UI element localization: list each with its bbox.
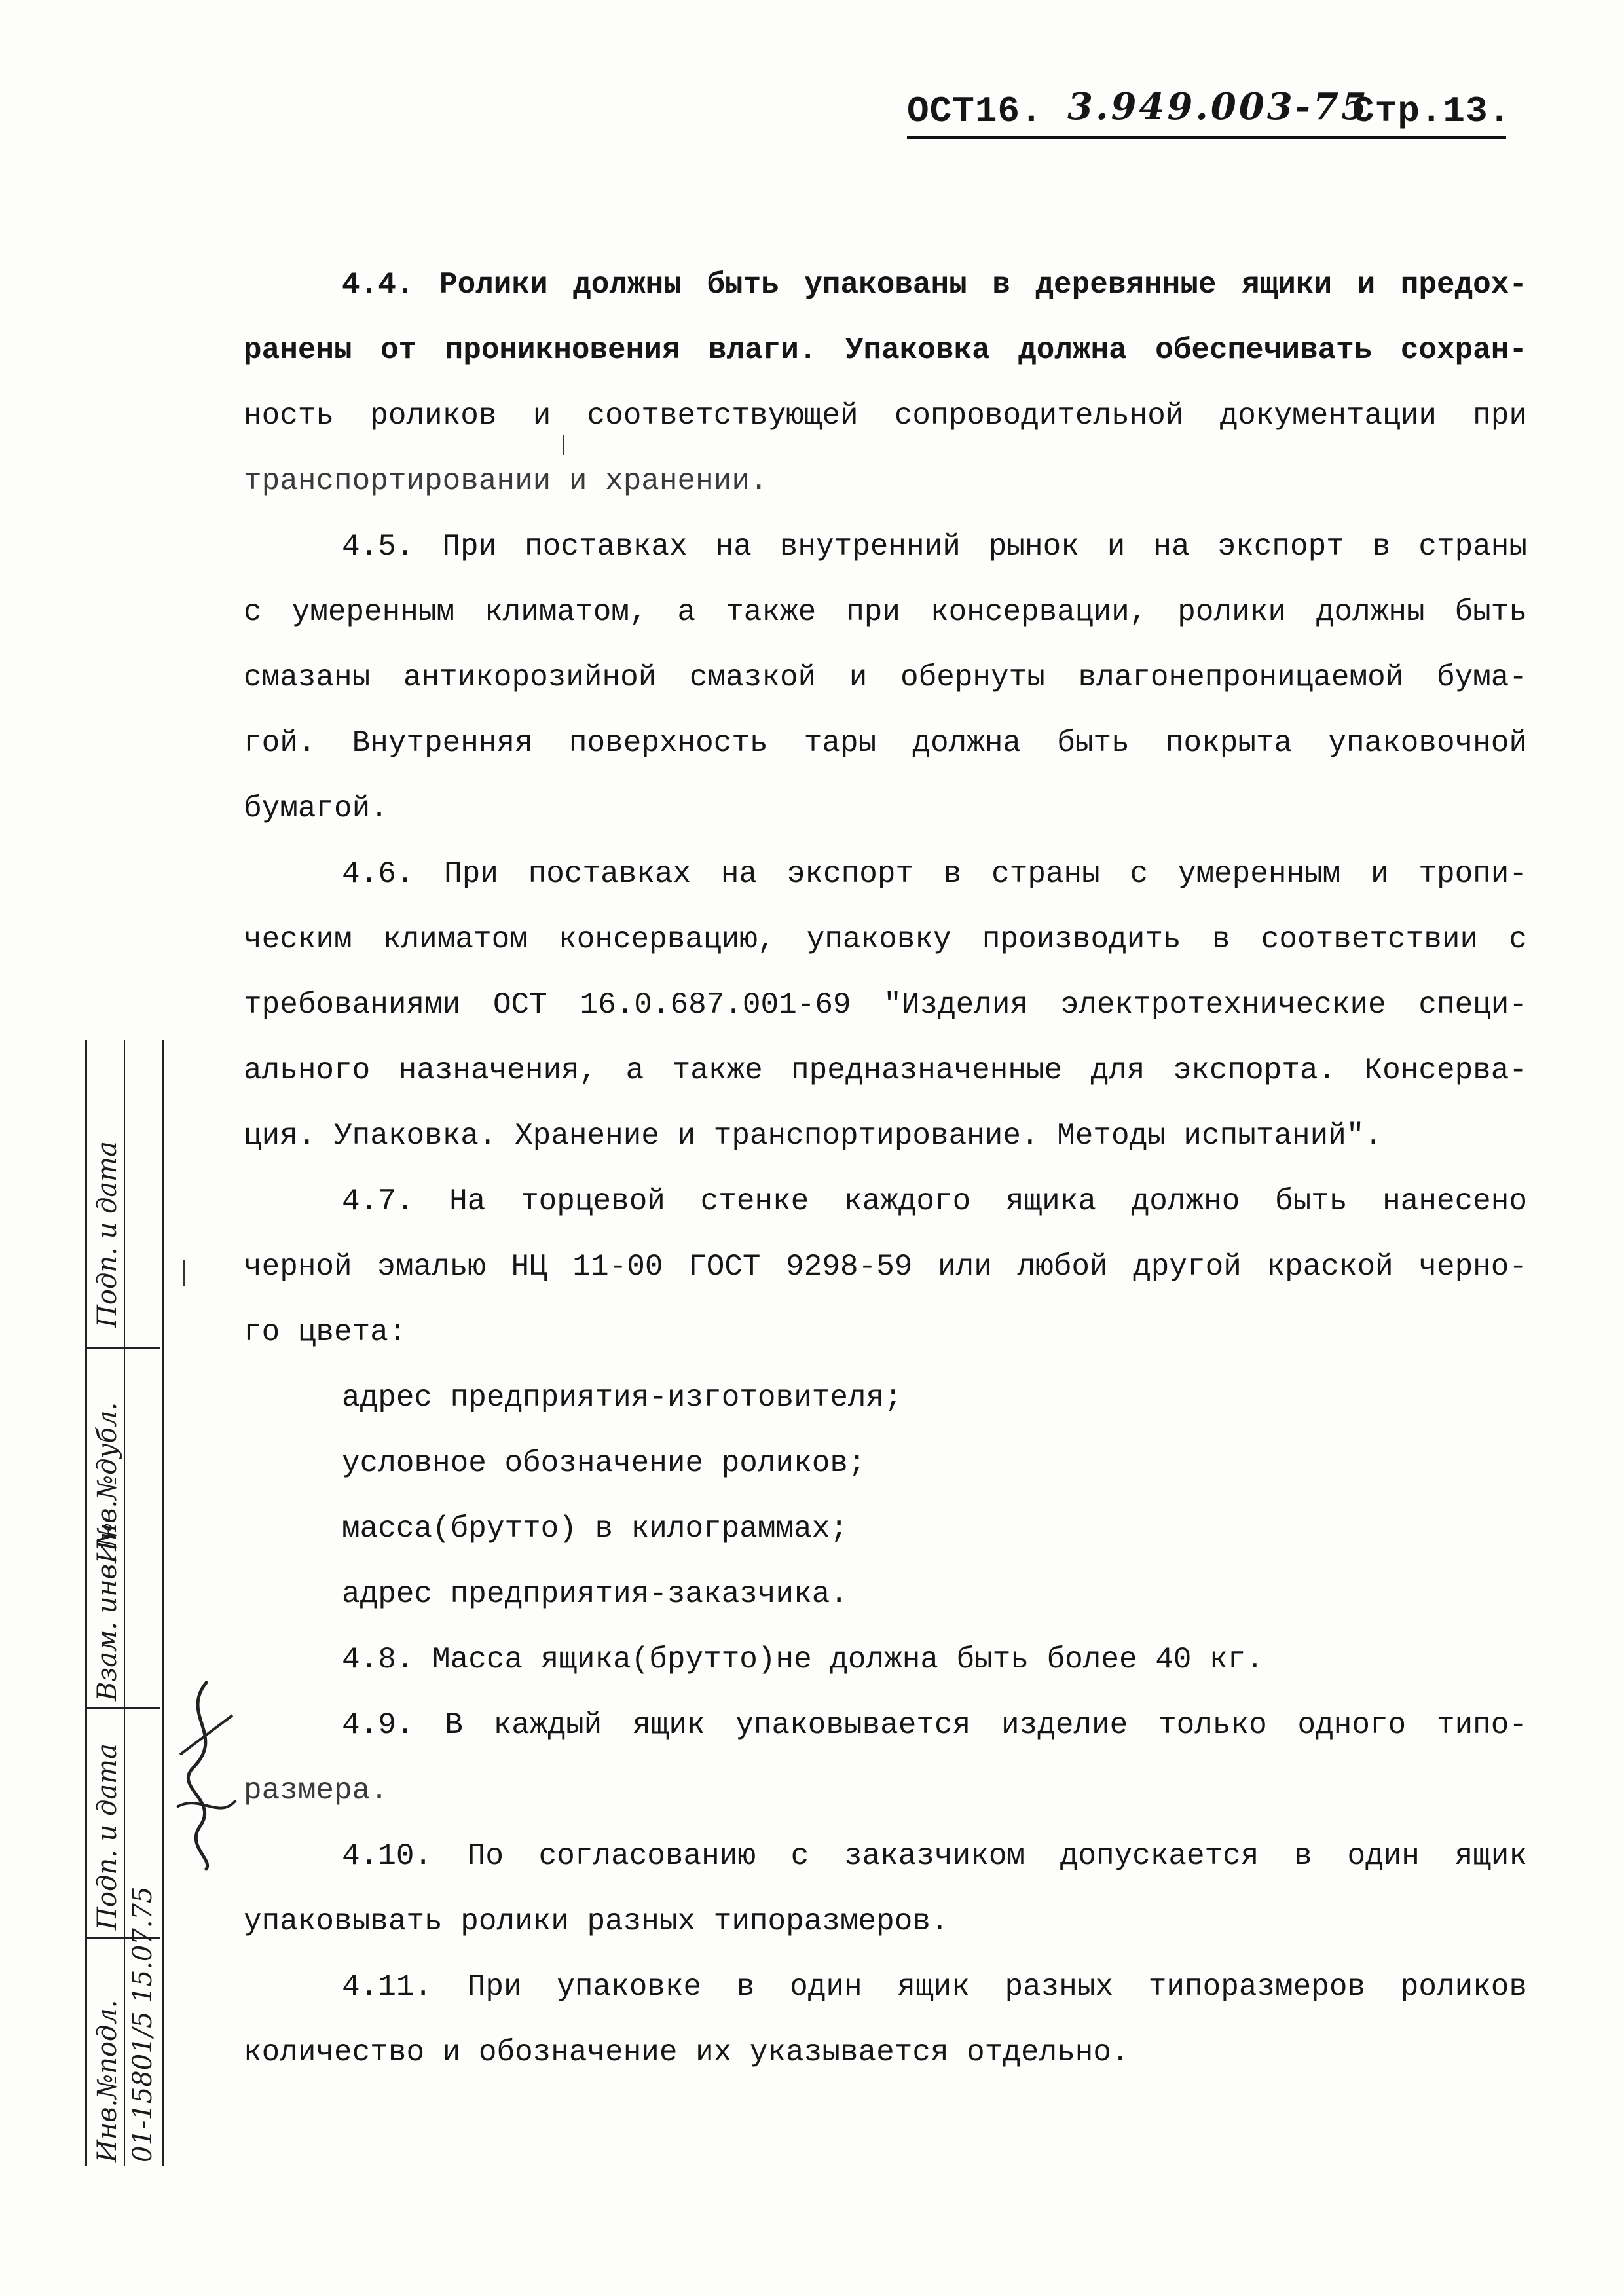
text-line: ческим климатом консервацию, упаковку производить в соответствии с (244, 922, 1527, 957)
header-underline (907, 136, 1506, 139)
stamp-label-signature-date-2: Подп. и дата (92, 1141, 122, 1328)
text-line: 4.7. На торцевой стенке каждого ящика должно быть нанесено (342, 1184, 1527, 1218)
standard-number: 3.949.003-75 (1067, 85, 1369, 128)
text-line: транспортировании и хранении. (244, 464, 768, 498)
text-line: ального назначения, а также предназначенные для экспорта. Консерва- (244, 1053, 1527, 1087)
text-line: гой. Внутренняя поверхность тары должна быть покрыта упаковочной (244, 726, 1527, 760)
text-line: 4.9. В каждый ящик упаковывается изделие только одного типо- (342, 1708, 1527, 1742)
text-line: ранены от проникновения влаги. Упаковка должна обеспечивать сохран- (244, 333, 1527, 367)
list-item: масса(брутто) в килограммах; (342, 1512, 848, 1546)
stamp-handwritten-entry: 01-15801/5 15.07.75 (128, 1886, 158, 2162)
text-line: размера. (244, 1774, 388, 1808)
text-line: ция. Упаковка. Хранение и транспортирование. Методы испытаний". (244, 1119, 1383, 1153)
standard-code: ОСТ16. (907, 90, 1043, 132)
text-line: 4.4. Ролики должны быть упакованы в деревянные ящики и предох- (342, 268, 1527, 302)
text-line: го цвета: (244, 1315, 407, 1349)
text-line: черной эмалью НЦ 11-00 ГОСТ 9298-59 или любой другой краской черно- (244, 1250, 1527, 1284)
stamp-label-inv-original: Инв.№подл. (92, 1999, 122, 2162)
page-header (907, 84, 1516, 136)
list-item: адрес предприятия-заказчика. (342, 1577, 848, 1611)
text-line: 4.6. При поставках на экспорт в страны с умеренным и тропи- (342, 857, 1527, 891)
scan-artifact (563, 435, 564, 455)
text-line: с умеренным климатом, а также при консервации, ролики должны быть (244, 595, 1527, 629)
stamp-divider (124, 1040, 125, 2166)
document-body (244, 252, 1527, 2085)
text-line: ность роликов и соответствующей сопроводительной документации при (244, 399, 1527, 433)
text-line: бумагой. (244, 792, 388, 826)
stamp-row-line (85, 1347, 160, 1349)
text-line: 4.11. При упаковке в один ящик разных типоразмеров роликов (342, 1970, 1527, 2004)
stamp-label-inv-duplicate: Инв.№дубл. (92, 1402, 122, 1563)
text-line: упаковывать ролики разных типоразмеров. (244, 1904, 949, 1939)
text-line: 4.5. При поставках на внутренний рынок и на экспорт в страны (342, 530, 1527, 564)
text-line: 4.8. Масса ящика(брутто)не должна быть более 40 кг. (342, 1643, 1264, 1677)
handwritten-signature (167, 1676, 239, 1872)
text-line: 4.10. По согласованию с заказчиком допускается в один ящик (342, 1839, 1527, 1873)
scan-artifact (183, 1260, 185, 1286)
page-number: Стр.13. (1352, 90, 1511, 132)
text-line: количество и обозначение их указывается отдельно. (244, 2035, 1130, 2069)
text-line: смазаны антикорозийной смазкой и обернуты влагонепроницаемой бума- (244, 661, 1527, 695)
list-item: условное обозначение роликов; (342, 1446, 866, 1480)
stamp-label-replacement-inv: Взам. инв. № (92, 1522, 122, 1701)
margin-registration-stamp (85, 1040, 164, 2166)
stamp-row-line (85, 1707, 160, 1709)
stamp-label-signature-date: Подп. и дата (92, 1743, 122, 1930)
list-item: адрес предприятия-изготовителя; (342, 1381, 902, 1415)
text-line: требованиями ОСТ 16.0.687.001-69 "Изделия электротехнические специ- (244, 988, 1527, 1022)
